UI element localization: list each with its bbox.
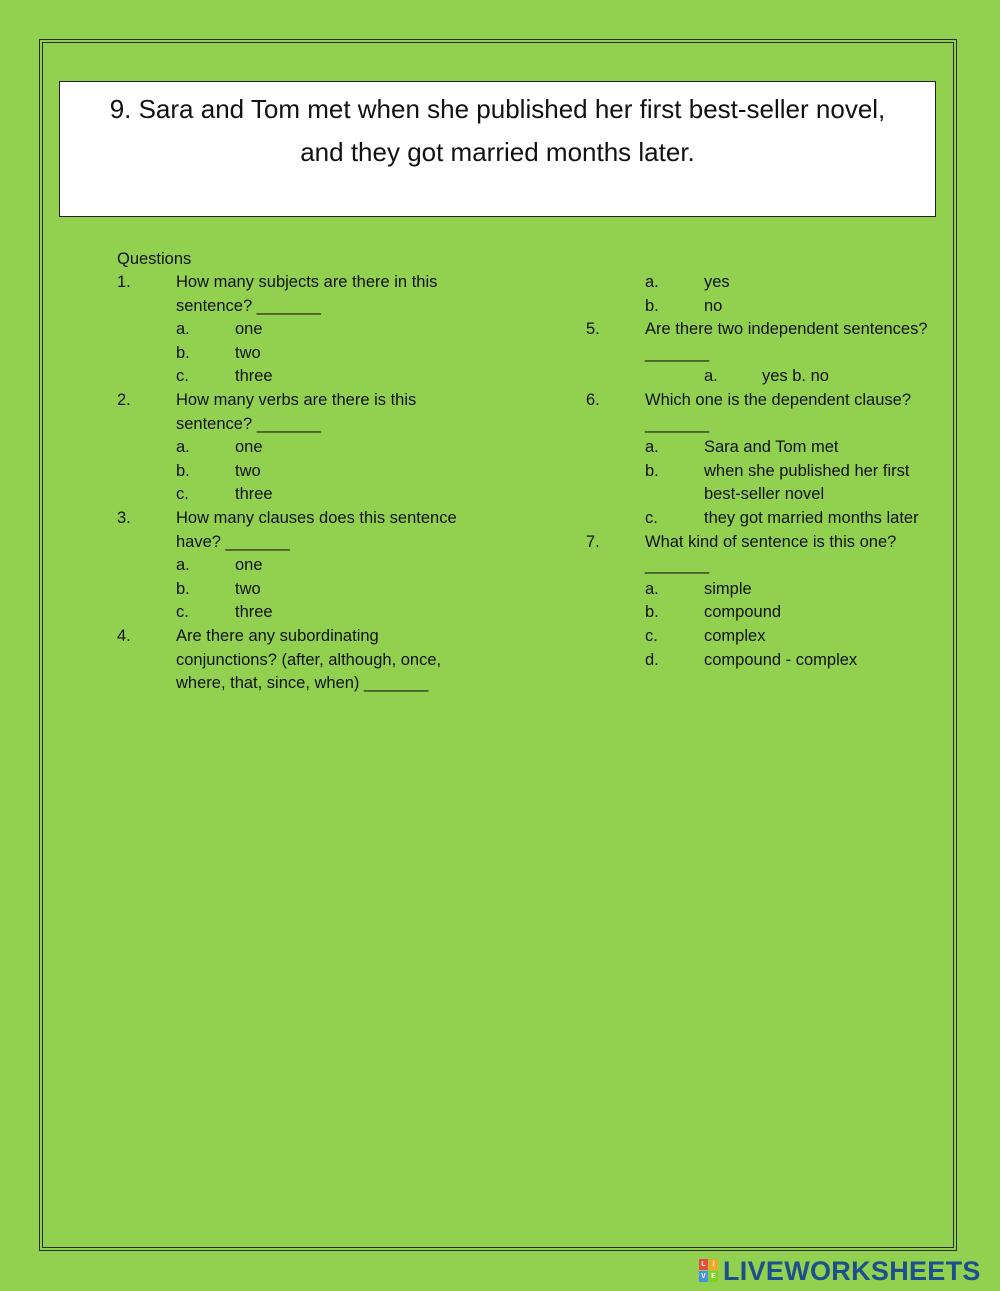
question-text: Which one is the dependent clause? xyxy=(645,391,912,409)
option-letter: a. xyxy=(176,556,190,575)
logo-badge-icon xyxy=(699,1259,719,1283)
option-text: yes b. no xyxy=(762,367,829,386)
liveworksheets-logo xyxy=(699,1256,981,1286)
question-line xyxy=(117,271,557,294)
question-line xyxy=(117,649,557,672)
question-line xyxy=(117,295,557,318)
question-text: conjunctions? (after, although, once, xyxy=(176,650,442,669)
question-text: How many clauses does this sentence xyxy=(176,509,457,527)
question-line xyxy=(586,578,946,601)
question-text: _______ xyxy=(645,414,710,433)
question-number: 6. xyxy=(586,391,600,409)
option-text: two xyxy=(235,343,261,362)
question-text: Are there any subordinating xyxy=(176,627,379,645)
option-text: Sara and Tom met xyxy=(704,438,839,457)
option-letter: c. xyxy=(645,627,658,645)
question-line xyxy=(586,507,946,530)
question-line xyxy=(117,389,557,412)
question-line xyxy=(117,672,557,695)
logo-badge-letter: L xyxy=(699,1259,708,1270)
question-line xyxy=(586,365,946,388)
question-line xyxy=(586,460,946,483)
sentence-line-1: 9. Sara and Tom met when she published her first best-seller novel, xyxy=(109,94,886,124)
question-line xyxy=(586,531,946,554)
question-line xyxy=(117,342,557,365)
option-letter: a. xyxy=(645,579,659,598)
option-text: three xyxy=(235,485,273,504)
option-text: one xyxy=(235,320,263,339)
logo-text: LIVEWORKSHEETS xyxy=(723,1255,981,1286)
question-line xyxy=(117,601,557,624)
question-text: sentence? _______ xyxy=(176,296,321,315)
question-line xyxy=(586,554,946,577)
option-letter: b. xyxy=(645,461,659,480)
question-number: 5. xyxy=(586,320,600,339)
question-line xyxy=(117,436,557,459)
option-letter: b. xyxy=(176,461,190,480)
option-letter: a. xyxy=(176,320,190,339)
question-line xyxy=(117,413,557,436)
option-text: two xyxy=(235,579,261,598)
question-number: 7. xyxy=(586,532,600,551)
option-text: two xyxy=(235,461,261,480)
question-text: _______ xyxy=(645,556,710,575)
option-letter: c. xyxy=(176,603,189,622)
option-text: compound - complex xyxy=(704,650,858,669)
option-text: best-seller novel xyxy=(704,485,825,504)
question-line xyxy=(117,554,557,577)
option-letter: d. xyxy=(645,650,659,669)
question-line xyxy=(117,531,557,554)
question-line xyxy=(586,342,946,365)
option-text: one xyxy=(235,556,263,575)
question-line xyxy=(117,578,557,601)
logo-badge-letter: V xyxy=(699,1271,708,1282)
question-line xyxy=(117,483,557,506)
option-letter: b. xyxy=(645,603,659,622)
option-letter: b. xyxy=(645,296,659,315)
option-text: simple xyxy=(704,579,752,598)
question-line xyxy=(586,601,946,624)
question-line xyxy=(117,318,557,341)
option-letter: c. xyxy=(645,509,658,527)
question-line xyxy=(586,295,946,318)
option-text: compound xyxy=(704,603,782,622)
sentence-line-2: and they got married months later. xyxy=(300,137,695,167)
question-line xyxy=(586,413,946,436)
logo-badge-letter: E xyxy=(709,1271,718,1282)
option-text: three xyxy=(235,367,273,386)
option-text: one xyxy=(235,438,263,457)
option-text: they got married months later xyxy=(704,509,919,527)
question-number: 3. xyxy=(117,509,131,527)
question-line xyxy=(586,625,946,648)
option-letter: c. xyxy=(176,485,189,504)
question-line xyxy=(586,389,946,412)
question-line xyxy=(117,625,557,648)
question-text: have? _______ xyxy=(176,532,290,551)
question-text: Are there two independent sentences? xyxy=(645,320,928,339)
option-letter: a. xyxy=(176,438,190,457)
option-text: when she published her first xyxy=(704,461,910,480)
question-number: 1. xyxy=(117,273,131,291)
question-line xyxy=(117,365,557,388)
question-number: 2. xyxy=(117,391,131,409)
option-letter: c. xyxy=(176,367,189,386)
logo-badge-letter: I xyxy=(709,1259,718,1270)
question-text: How many subjects are there in this xyxy=(176,273,438,291)
option-letter: a. xyxy=(645,438,659,457)
question-line xyxy=(586,483,946,506)
question-text: How many verbs are there is this xyxy=(176,391,417,409)
option-letter: b. xyxy=(176,579,190,598)
sentence-box xyxy=(59,81,936,217)
option-text: three xyxy=(235,603,273,622)
question-line xyxy=(586,318,946,341)
question-line xyxy=(117,460,557,483)
question-line xyxy=(586,649,946,672)
option-text: yes xyxy=(704,273,730,291)
question-number: 4. xyxy=(117,627,131,645)
option-letter: a. xyxy=(704,367,718,386)
question-text: where, that, since, when) _______ xyxy=(176,674,429,693)
question-text: _______ xyxy=(645,343,710,362)
question-text: What kind of sentence is this one? xyxy=(645,532,897,551)
option-text: complex xyxy=(704,627,766,645)
question-line xyxy=(586,436,946,459)
question-text: sentence? _______ xyxy=(176,414,321,433)
option-letter: a. xyxy=(645,273,659,291)
option-letter: b. xyxy=(176,343,190,362)
questions-heading: Questions xyxy=(117,250,192,268)
question-line xyxy=(117,507,557,530)
option-text: no xyxy=(704,296,723,315)
question-line xyxy=(586,271,946,294)
